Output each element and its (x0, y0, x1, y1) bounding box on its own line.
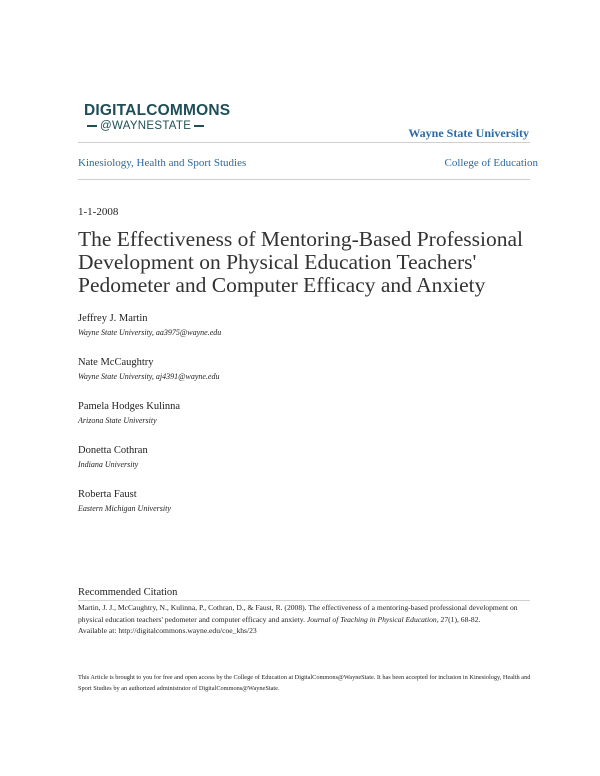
college-link[interactable]: College of Education (444, 157, 538, 169)
department-link[interactable]: Kinesiology, Health and Sport Studies (78, 157, 247, 169)
author-name: Nate McCaughtry (78, 357, 154, 368)
logo-dash-right (194, 125, 204, 127)
header-divider (78, 142, 530, 143)
author-item (78, 312, 528, 338)
logo-text-primary: DIGITALCOMMONS (84, 102, 231, 119)
author-name: Jeffrey J. Martin (78, 313, 148, 324)
author-affiliation: Wayne State University, aj4391@wayne.edu (78, 372, 220, 381)
author-name: Pamela Hodges Kulinna (78, 401, 181, 412)
logo-dash-left (87, 125, 97, 127)
citation-text: Martin, J. J., McCaughtry, N., Kulinna, P., Cothran, D., & Faust, R. (2008). The effectiveness of a mentoring-based professional development on physical education teachers' pedometer and computer efficacy and anxiety. (78, 603, 518, 624)
author-affiliation: Wayne State University, aa3975@wayne.edu (78, 328, 222, 337)
author-affiliation: Indiana University (78, 460, 139, 469)
recommended-citation-heading: Recommended Citation (78, 587, 178, 598)
author-item (78, 356, 528, 382)
author-item (78, 400, 528, 426)
logo-text-secondary (84, 120, 230, 133)
author-item (78, 488, 528, 514)
access-notice: This Article is brought to you for free and open access by the College of Education at DigitalCommons@WayneState. It has been accepted for inclusion in Kinesiology, Health and Sport Studies by an authorized administrator of DigitalCommons@WayneState. (78, 674, 531, 692)
digitalcommons-logo (84, 102, 230, 133)
author-name: Roberta Faust (78, 489, 137, 500)
citation-divider (78, 600, 530, 601)
citation-block (78, 602, 538, 637)
publication-date: 1-1-2008 (78, 206, 119, 218)
author-name: Donetta Cothran (78, 445, 148, 456)
author-affiliation: Arizona State University (78, 416, 157, 425)
logo-wayne-state: @WAYNESTATE (100, 120, 192, 132)
author-item (78, 444, 528, 470)
department-divider (78, 179, 530, 180)
author-list (78, 312, 528, 532)
citation-journal: Journal of Teaching in Physical Education (306, 614, 437, 624)
citation-volume: , 27(1), 68-82. (436, 614, 481, 624)
citation-available-link[interactable]: Available at: http://digitalcommons.wayne.edu/coe_khs/23 (78, 626, 257, 635)
university-name: Wayne State University (408, 126, 529, 140)
author-affiliation: Eastern Michigan University (78, 504, 171, 513)
page-title: The Effectiveness of Mentoring-Based Professional Development on Physical Education Teachers' Pedometer and Computer Efficacy and Anxiety (78, 227, 524, 297)
